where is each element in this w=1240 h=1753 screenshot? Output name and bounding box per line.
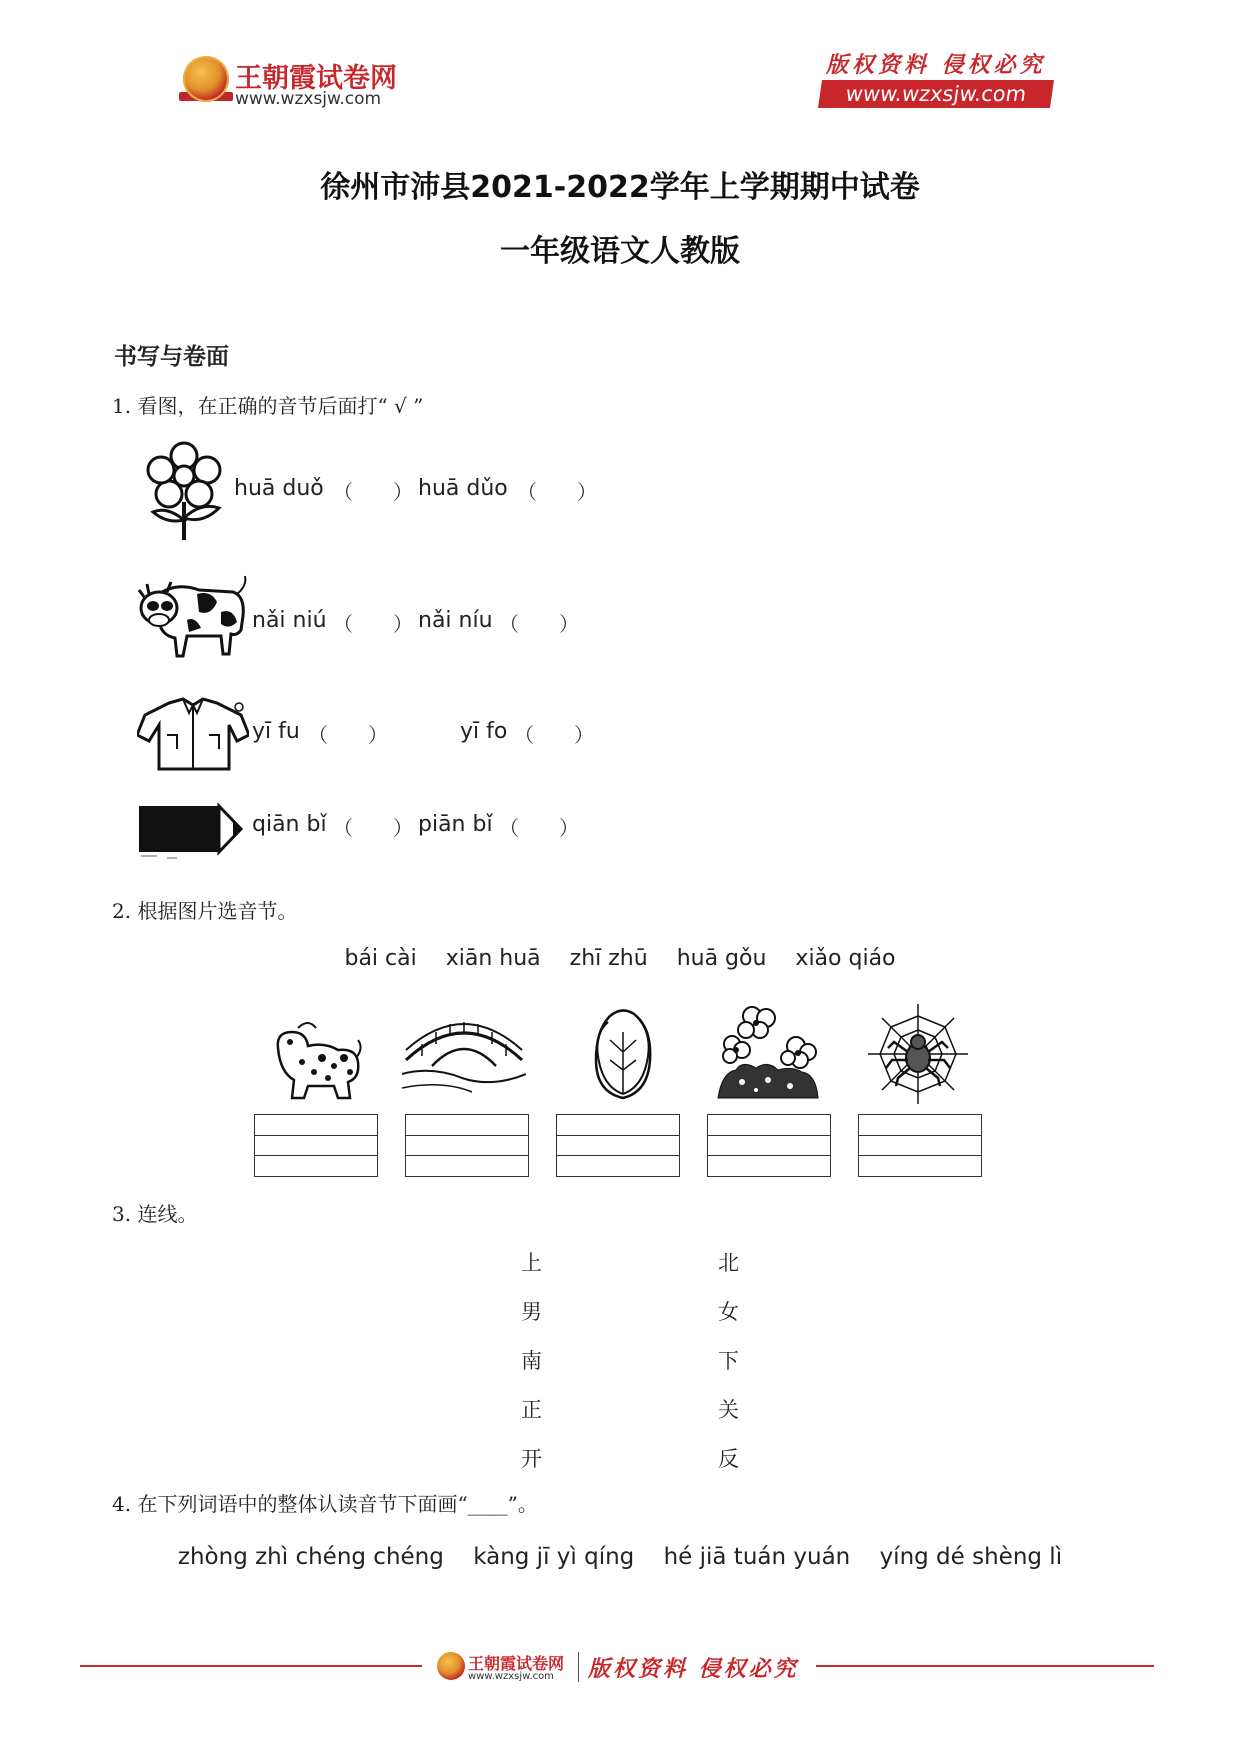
- q3-right-char[interactable]: 北: [718, 1251, 739, 1275]
- spotted-dog-icon: [268, 1002, 364, 1102]
- q1-row-jacket: [137, 695, 657, 795]
- footer-logo-url: www.wzxsjw.com: [468, 1671, 554, 1682]
- question-3-prompt: 3. 连线。: [112, 1202, 198, 1226]
- spider-icon: [866, 1002, 970, 1106]
- q1-option-a: qiān bǐ: [252, 812, 327, 837]
- q3-left-char[interactable]: 开: [521, 1447, 542, 1471]
- q1-answer-b[interactable]: （ ）: [514, 723, 594, 747]
- q1-option-b: yī fo: [460, 719, 508, 744]
- section-heading: 书写与卷面: [114, 344, 229, 370]
- question-1-prompt: 1. 看图，在正确的音节后面打“ √ ”: [112, 394, 424, 418]
- question-2-prompt: 2. 根据图片选音节。: [112, 899, 298, 923]
- q4-word[interactable]: zhòng zhì chéng chéng: [177, 1544, 444, 1570]
- q1-row-pencil: [137, 800, 657, 900]
- footer-divider-right: [816, 1665, 1154, 1667]
- footer-copyright: 版权资料 侵权必究: [588, 1656, 799, 1682]
- question-4-prompt: 4. 在下列词语中的整体认读音节下面画“____”。: [112, 1492, 538, 1516]
- header-logo: [183, 52, 403, 112]
- q3-right-char[interactable]: 关: [718, 1398, 739, 1422]
- flower-icon: [137, 440, 232, 545]
- q1-answer-b[interactable]: （ ）: [499, 612, 579, 636]
- q1-option-a: yī fu: [252, 719, 300, 744]
- flowers-icon: [712, 1002, 822, 1100]
- q1-option-b: nǎi níu: [418, 608, 493, 633]
- q2-syllable: xiǎo qiáo: [795, 946, 896, 971]
- q1-row-flower: [137, 440, 657, 540]
- pencil-icon: [137, 800, 249, 862]
- footer-logo-name: 王朝霞试卷网: [468, 1654, 565, 1673]
- page-subtitle: 一年级语文人教版: [500, 234, 740, 269]
- copyright-banner: [820, 48, 1055, 110]
- q3-left-char[interactable]: 上: [521, 1251, 542, 1275]
- q3-right-char[interactable]: 反: [718, 1447, 739, 1471]
- q1-answer-a[interactable]: （ ）: [333, 816, 413, 840]
- q1-answer-b[interactable]: （ ）: [499, 816, 579, 840]
- footer-logo: [437, 1650, 577, 1686]
- q1-option-a: huā duǒ: [234, 476, 324, 501]
- q2-syllable-list: [0, 946, 1240, 971]
- logo-name: 王朝霞试卷网: [235, 63, 397, 94]
- q1-answer-a[interactable]: （ ）: [333, 612, 413, 636]
- bridge-icon: [402, 1002, 526, 1098]
- footer-badge-icon: [437, 1652, 465, 1680]
- q1-answer-a[interactable]: （ ）: [308, 723, 388, 747]
- footer-divider-left: [80, 1665, 422, 1667]
- cow-icon: [137, 572, 249, 662]
- footer-separator: [578, 1652, 579, 1682]
- q2-syllable: zhī zhū: [569, 946, 648, 971]
- q2-syllable: huā gǒu: [676, 946, 767, 971]
- copyright-url: www.wzxsjw.com: [818, 80, 1054, 108]
- q3-left-char[interactable]: 男: [521, 1300, 542, 1324]
- q2-answer-box[interactable]: [858, 1114, 982, 1177]
- logo-badge-icon: [183, 56, 229, 102]
- q1-answer-a[interactable]: （ ）: [333, 480, 413, 504]
- logo-url: www.wzxsjw.com: [235, 89, 382, 109]
- q1-option-b: piān bǐ: [418, 812, 493, 837]
- q2-syllable: xiān huā: [445, 946, 541, 971]
- q4-word-list: [0, 1544, 1240, 1570]
- q2-answer-box[interactable]: [405, 1114, 529, 1177]
- q2-answer-box[interactable]: [254, 1114, 378, 1177]
- q3-right-char[interactable]: 女: [718, 1300, 739, 1324]
- q1-answer-b[interactable]: （ ）: [517, 480, 597, 504]
- q2-answer-box[interactable]: [556, 1114, 680, 1177]
- page-title: 徐州市沛县2021-2022学年上学期期中试卷: [320, 170, 920, 205]
- q3-left-char[interactable]: 南: [521, 1349, 542, 1373]
- q4-word[interactable]: yíng dé shèng lì: [879, 1544, 1063, 1570]
- q1-option-a: nǎi niú: [252, 608, 327, 633]
- q1-row-cow: [137, 572, 657, 672]
- q3-left-char[interactable]: 正: [521, 1398, 542, 1422]
- q1-option-b: huā dǔo: [418, 476, 508, 501]
- cabbage-icon: [588, 1002, 658, 1102]
- q2-answer-box[interactable]: [707, 1114, 831, 1177]
- q3-right-char[interactable]: 下: [718, 1349, 739, 1373]
- q4-word[interactable]: hé jiā tuán yuán: [663, 1544, 851, 1570]
- q2-syllable: bái cài: [344, 946, 417, 971]
- q4-word[interactable]: kàng jī yì qíng: [473, 1544, 635, 1570]
- copyright-text: 版权资料 侵权必究: [826, 52, 1046, 78]
- jacket-icon: [137, 695, 249, 775]
